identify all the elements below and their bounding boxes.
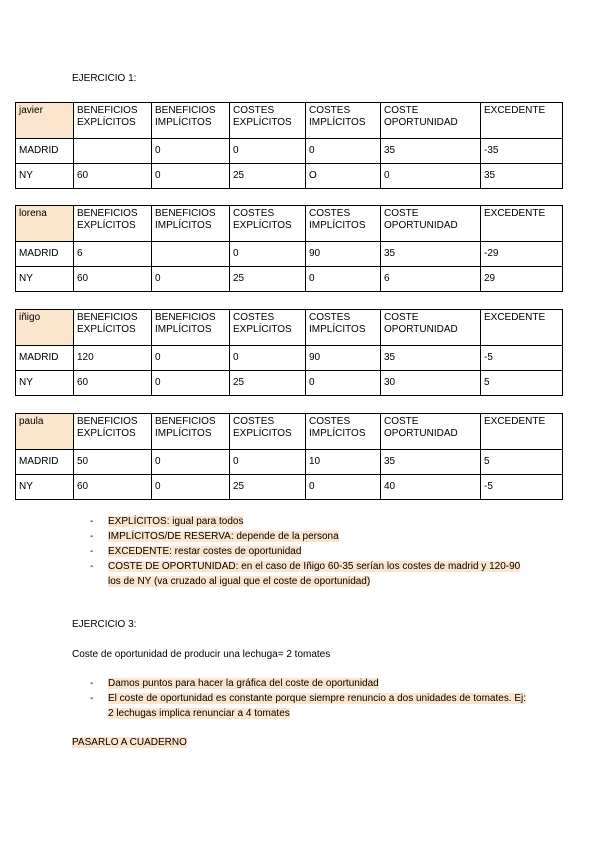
notes-ejercicio1 (90, 514, 530, 589)
col-coste-oportunidad: COSTE OPORTUNIDAD (381, 103, 481, 139)
table-inigo (15, 309, 563, 396)
col-costes-implicitos: COSTES IMPLÍCITOS (306, 103, 381, 139)
table-cell: 30 (381, 371, 481, 396)
note-text: EXCEDENTE: restar costes de oportunidad (108, 546, 302, 557)
table-person-name: iñigo (16, 310, 74, 346)
note-text: El coste de oportunidad es constante porque siempre renuncio a dos unidades de tomates. Ej: 2 lechugas implica renunciar a 4 tomates (108, 693, 527, 719)
table-cell: -35 (481, 139, 563, 164)
table-cell: -5 (481, 475, 563, 500)
table-cell: 5 (481, 450, 563, 475)
table-cell: 0 (152, 371, 230, 396)
table-cell: 60 (74, 371, 152, 396)
col-beneficios-explicitos: BENEFICIOS EXPLÍCITOS (74, 414, 152, 450)
row-city: MADRID (16, 450, 74, 475)
list-item (90, 529, 530, 544)
note-text: Damos puntos para hacer la gráfica del coste de oportunidad (108, 678, 379, 689)
table-javier (15, 102, 563, 189)
table-cell (152, 242, 230, 267)
table-cell: 50 (74, 450, 152, 475)
table-cell: 0 (230, 139, 306, 164)
table-cell: 0 (230, 242, 306, 267)
row-city: MADRID (16, 242, 74, 267)
table-row (16, 450, 563, 475)
list-item (90, 514, 530, 529)
table-cell: 25 (230, 475, 306, 500)
col-excedente: EXCEDENTE (481, 414, 563, 450)
table-cell: 0 (306, 139, 381, 164)
table-lorena (15, 205, 563, 292)
table-cell (74, 139, 152, 164)
table-row (16, 371, 563, 396)
table-cell: 6 (381, 267, 481, 292)
col-excedente: EXCEDENTE (481, 206, 563, 242)
col-beneficios-implicitos: BENEFICIOS IMPLÍCITOS (152, 414, 230, 450)
row-city: MADRID (16, 139, 74, 164)
col-costes-explicitos: COSTES EXPLÍCITOS (230, 103, 306, 139)
note-text: COSTE DE OPORTUNIDAD: en el caso de Iñigo 60-35 serían los costes de madrid y 120-90 los de NY (va cruzado al igual que el coste de oportunidad) (108, 561, 521, 587)
table-cell: 60 (74, 267, 152, 292)
table-cell: 60 (74, 164, 152, 189)
ejercicio3-title: EJERCICIO 3: (72, 619, 137, 630)
table-row (16, 267, 563, 292)
table-cell: 35 (381, 139, 481, 164)
table-row (16, 346, 563, 371)
table-row (16, 164, 563, 189)
col-costes-implicitos: COSTES IMPLÍCITOS (306, 310, 381, 346)
table-cell: 25 (230, 164, 306, 189)
col-coste-oportunidad: COSTE OPORTUNIDAD (381, 310, 481, 346)
table-row (16, 475, 563, 500)
ejercicio1-title: EJERCICIO 1: (72, 73, 137, 84)
table-cell: 120 (74, 346, 152, 371)
table-cell: 0 (152, 139, 230, 164)
col-beneficios-implicitos: BENEFICIOS IMPLÍCITOS (152, 206, 230, 242)
col-costes-explicitos: COSTES EXPLÍCITOS (230, 310, 306, 346)
table-cell: 0 (230, 450, 306, 475)
list-item (90, 676, 530, 691)
table-cell: 35 (381, 346, 481, 371)
col-beneficios-implicitos: BENEFICIOS IMPLÍCITOS (152, 103, 230, 139)
footer-note-text: PASARLO A CUADERNO (72, 737, 187, 748)
note-text: EXPLÍCITOS: igual para todos (108, 516, 244, 527)
row-city: NY (16, 371, 74, 396)
table-cell: -5 (481, 346, 563, 371)
col-coste-oportunidad: COSTE OPORTUNIDAD (381, 206, 481, 242)
table-cell: 0 (230, 346, 306, 371)
table-cell: 0 (306, 475, 381, 500)
footer-note (72, 737, 187, 748)
row-city: NY (16, 475, 74, 500)
table-cell: 35 (481, 164, 563, 189)
table-cell: 25 (230, 371, 306, 396)
table-cell: 90 (306, 346, 381, 371)
col-excedente: EXCEDENTE (481, 103, 563, 139)
table-row (16, 139, 563, 164)
table-cell: 29 (481, 267, 563, 292)
row-city: NY (16, 164, 74, 189)
table-cell: 25 (230, 267, 306, 292)
table-cell: 0 (306, 371, 381, 396)
table-cell: 6 (74, 242, 152, 267)
list-item (90, 691, 530, 721)
notes-ejercicio3 (90, 676, 530, 721)
col-costes-implicitos: COSTES IMPLÍCITOS (306, 206, 381, 242)
table-cell: 35 (381, 450, 481, 475)
col-excedente: EXCEDENTE (481, 310, 563, 346)
col-costes-implicitos: COSTES IMPLÍCITOS (306, 414, 381, 450)
note-text: IMPLÍCITOS/DE RESERVA: depende de la persona (108, 531, 339, 542)
col-beneficios-explicitos: BENEFICIOS EXPLÍCITOS (74, 206, 152, 242)
table-cell: 0 (306, 267, 381, 292)
table-row (16, 242, 563, 267)
table-cell: -29 (481, 242, 563, 267)
table-cell: 0 (152, 475, 230, 500)
table-person-name: lorena (16, 206, 74, 242)
col-beneficios-explicitos: BENEFICIOS EXPLÍCITOS (74, 310, 152, 346)
table-cell: 0 (152, 267, 230, 292)
list-item (90, 544, 530, 559)
table-cell: 40 (381, 475, 481, 500)
table-cell: 10 (306, 450, 381, 475)
col-costes-explicitos: COSTES EXPLÍCITOS (230, 206, 306, 242)
list-item (90, 559, 530, 589)
row-city: MADRID (16, 346, 74, 371)
table-cell: 90 (306, 242, 381, 267)
col-beneficios-implicitos: BENEFICIOS IMPLÍCITOS (152, 310, 230, 346)
table-cell: 5 (481, 371, 563, 396)
col-coste-oportunidad: COSTE OPORTUNIDAD (381, 414, 481, 450)
table-person-name: javier (16, 103, 74, 139)
table-cell: 60 (74, 475, 152, 500)
table-cell: 0 (152, 450, 230, 475)
table-cell: 0 (152, 164, 230, 189)
table-cell: 0 (381, 164, 481, 189)
col-beneficios-explicitos: BENEFICIOS EXPLÍCITOS (74, 103, 152, 139)
col-costes-explicitos: COSTES EXPLÍCITOS (230, 414, 306, 450)
table-paula (15, 413, 563, 500)
table-cell: 35 (381, 242, 481, 267)
table-person-name: paula (16, 414, 74, 450)
ejercicio3-statement: Coste de oportunidad de producir una lechuga= 2 tomates (72, 649, 331, 660)
table-cell: O (306, 164, 381, 189)
row-city: NY (16, 267, 74, 292)
table-cell: 0 (152, 346, 230, 371)
